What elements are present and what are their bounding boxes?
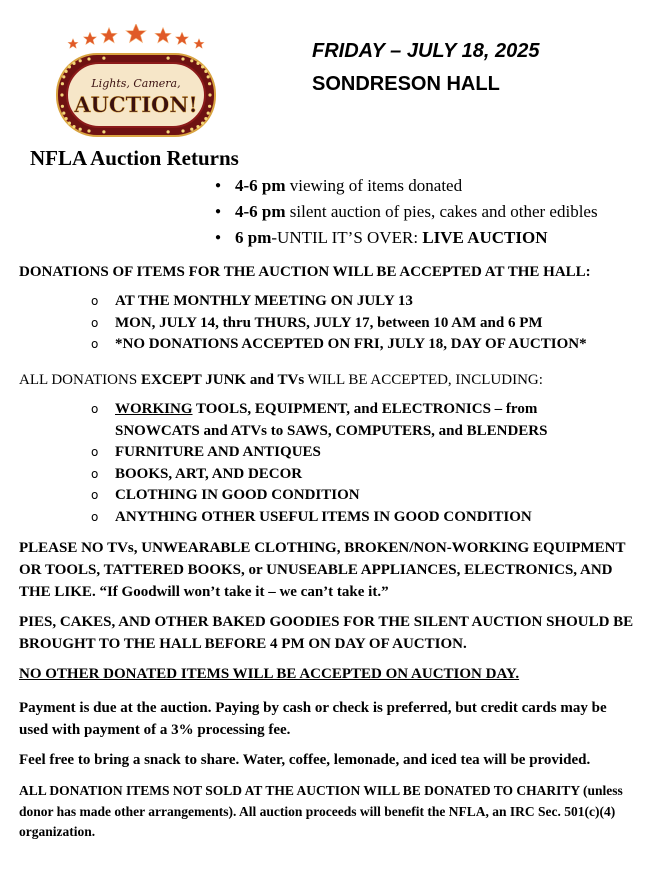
- bulb-icon: [181, 129, 184, 132]
- stars-row: [68, 24, 204, 48]
- bulb-icon: [62, 112, 65, 115]
- star-icon: [155, 28, 171, 43]
- logo-script-text: Lights, Camera,: [91, 77, 181, 90]
- list-item: [91, 442, 621, 464]
- auction-logo: [53, 24, 219, 140]
- list-item-text: BOOKS, ART, AND DECOR: [115, 465, 303, 482]
- circle-bullet-icon: o: [91, 445, 99, 459]
- bulb-icon: [87, 129, 90, 132]
- circle-bullet-icon: o: [91, 337, 99, 351]
- bulb-icon: [102, 57, 105, 60]
- schedule-item: [215, 199, 598, 225]
- schedule-item: [215, 225, 598, 251]
- list-item-text: MON, JULY 14, thru THURS, JULY 17, between 10 AM and 6 PM: [115, 314, 543, 331]
- bulb-icon: [68, 65, 71, 68]
- circle-bullet-icon: o: [91, 315, 99, 330]
- schedule-time: 4-6 pm: [235, 202, 286, 221]
- bulb-icon: [207, 75, 210, 78]
- accepted-items-list: [91, 399, 621, 528]
- accepted-intro-text: WILL BE ACCEPTED, INCLUDING:: [304, 372, 543, 388]
- list-item-text: AT THE MONTHLY MEETING ON JULY 13: [115, 293, 413, 309]
- schedule-time: 4-6 pm: [235, 176, 286, 195]
- bulb-icon: [167, 57, 170, 60]
- star-icon: [83, 32, 96, 45]
- bulb-icon: [72, 125, 75, 128]
- bulb-icon: [201, 65, 204, 68]
- schedule-live-auction: LIVE AUCTION: [422, 228, 548, 247]
- schedule-list: [215, 173, 598, 251]
- event-date: FRIDAY – JULY 18, 2025: [312, 40, 540, 62]
- bulb-icon: [208, 82, 211, 85]
- snack-paragraph: Feel free to bring a snack to share. Water, coffee, lemonade, and iced tea will be provided.: [19, 752, 591, 768]
- list-item-text: CLOTHING IN GOOD CONDITION: [115, 487, 360, 503]
- bulb-icon: [207, 112, 210, 115]
- bulb-icon: [204, 70, 207, 73]
- bulb-icon: [208, 105, 211, 108]
- list-item: [91, 485, 621, 507]
- schedule-item: [215, 173, 598, 199]
- bulb-icon: [65, 70, 68, 73]
- star-icon: [68, 39, 78, 49]
- list-item-text: *NO DONATIONS ACCEPTED ON FRI, JULY 18, DAY OF AUCTION*: [115, 336, 587, 352]
- star-icon: [126, 24, 146, 43]
- circle-bullet-icon: o: [91, 466, 99, 481]
- bulb-icon: [62, 75, 65, 78]
- star-icon: [194, 39, 204, 49]
- accepted-intro: [19, 369, 634, 391]
- bulb-icon: [196, 125, 199, 128]
- baked-goods-paragraph: PIES, CAKES, AND OTHER BAKED GOODIES FOR THE SILENT AUCTION SHOULD BE BROUGHT TO THE HALL BEFORE 4 PM ON DAY OF AUCTION.: [19, 614, 634, 652]
- working-underlined: WORKING: [115, 401, 193, 417]
- payment-paragraph: Payment is due at the auction. Paying by cash or check is preferred, but credit cards may be used with payment of a 3% processing fee.: [19, 700, 607, 738]
- bulb-icon: [65, 117, 68, 120]
- schedule-text: viewing of items donated: [285, 176, 463, 195]
- list-item: [91, 399, 621, 442]
- bulb-icon: [61, 82, 64, 85]
- bulb-icon: [181, 57, 184, 60]
- star-icon: [101, 28, 117, 43]
- star-icon: [175, 32, 188, 45]
- accepted-intro-exception: EXCEPT JUNK and TVs: [140, 372, 305, 388]
- list-item: [91, 291, 621, 313]
- please-no-paragraph: PLEASE NO TVs, UNWEARABLE CLOTHING, BROKEN/NON-WORKING EQUIPMENT OR TOOLS, TATTERED BOOKS, or UNUSEABLE APPLIANCES, ELECTRONICS, AND THE LIKE. “If Goodwill won’t take it – we can’t take it.”: [19, 540, 626, 600]
- list-item: [91, 334, 621, 356]
- no-other-notice: NO OTHER DONATED ITEMS WILL BE ACCEPTED ON AUCTION DAY.: [19, 666, 520, 682]
- list-item-text: ANYTHING OTHER USEFUL ITEMS IN GOOD CONDITION: [115, 508, 532, 525]
- donation-times-list: [91, 291, 621, 356]
- bulb-icon: [72, 62, 75, 65]
- logo-main-text: AUCTION!: [74, 92, 198, 117]
- accepted-intro-text: ALL DONATIONS: [19, 372, 141, 388]
- list-item: [91, 464, 621, 486]
- bulb-icon: [61, 105, 64, 108]
- bulb-icon: [79, 128, 82, 131]
- list-item: [91, 313, 621, 335]
- page-title: NFLA Auction Returns: [30, 146, 239, 170]
- circle-bullet-icon: o: [91, 488, 99, 502]
- bulb-icon: [190, 59, 193, 62]
- list-item: [91, 507, 621, 529]
- charity-paragraph: ALL DONATION ITEMS NOT SOLD AT THE AUCTION WILL BE DONATED TO CHARITY (unless donor has made other arrangements). All auction proceeds will benefit the NFLA, an IRC Sec. 501(c)(4) organization.: [19, 783, 623, 839]
- bulb-icon: [167, 130, 170, 133]
- donations-heading: DONATIONS OF ITEMS FOR THE AUCTION WILL BE ACCEPTED AT THE HALL:: [19, 264, 591, 280]
- event-header: [312, 40, 540, 96]
- schedule-text: -UNTIL IT’S OVER:: [271, 228, 423, 247]
- bulb-icon: [208, 93, 211, 96]
- circle-bullet-icon: o: [91, 294, 99, 308]
- list-item-text: TOOLS, EQUIPMENT, and ELECTRONICS – from SNOWCATS and ATVs to SAWS, COMPUTERS, and BLENDERS: [115, 401, 548, 439]
- bulb-icon: [79, 59, 82, 62]
- schedule-text: silent auction of pies, cakes and other edibles: [285, 202, 598, 221]
- event-location: SONDRESON HALL: [312, 73, 500, 95]
- bulb-icon: [60, 93, 63, 96]
- circle-bullet-icon: o: [91, 402, 99, 416]
- bulb-icon: [190, 128, 193, 131]
- bulb-icon: [204, 117, 207, 120]
- bulb-icon: [68, 122, 71, 125]
- bulb-icon: [196, 62, 199, 65]
- circle-bullet-icon: o: [91, 509, 99, 524]
- bulb-icon: [87, 57, 90, 60]
- bulb-icon: [201, 122, 204, 125]
- schedule-time: 6 pm: [235, 228, 272, 247]
- bulb-icon: [102, 130, 105, 133]
- list-item-text: FURNITURE AND ANTIQUES: [115, 444, 321, 460]
